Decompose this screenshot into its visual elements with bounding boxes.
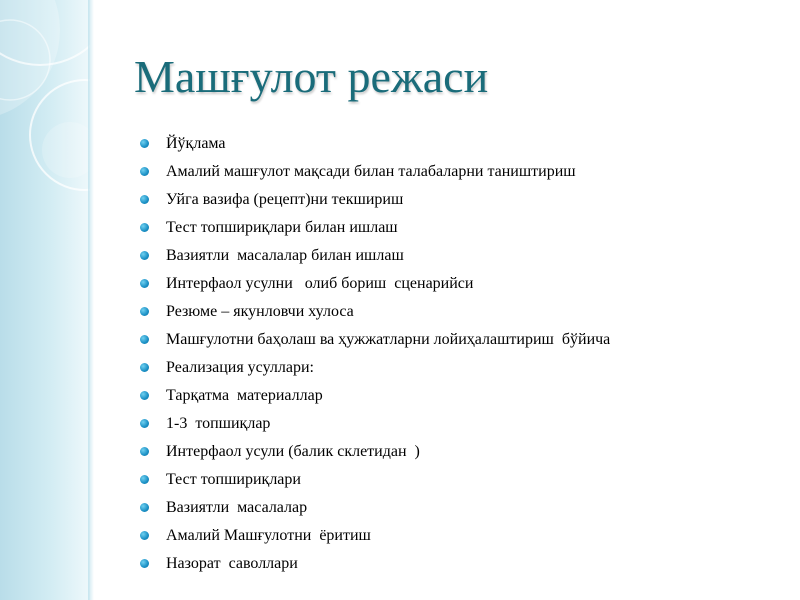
bullet-icon [140,363,149,372]
list-item [138,550,610,578]
list-item-text: Резюме – якунловчи хулоса [166,303,354,320]
list-item [138,298,610,326]
list-item-text: Амалий Машғулотни ёритиш [166,527,371,544]
list-item-text: Вазиятли масалалар [166,499,308,516]
bullet-icon [140,447,149,456]
list-item [138,326,610,354]
bullet-icon [140,139,149,148]
bullet-icon [140,251,149,260]
slide-title: Машғулот режаси [134,51,489,102]
list-item-text: Амалий машғулот мақсади билан талабаларни таништириш [166,163,576,180]
list-item [138,466,610,494]
bullet-icon [140,531,149,540]
list-item-text: Вазиятли масалалар билан ишлаш [166,247,404,264]
bullet-icon [140,307,149,316]
list-item [138,438,610,466]
list-item-text: Интерфаол усули (балик склетидан ) [166,443,420,460]
bullet-icon [140,419,149,428]
list-item [138,158,610,186]
list-item [138,522,610,550]
bullet-icon [140,559,149,568]
plan-list [138,130,610,578]
list-item-text: Назорат саволлари [166,555,298,572]
list-item [138,410,610,438]
bullet-icon [140,475,149,484]
list-item [138,214,610,242]
side-decoration [0,0,90,600]
list-item-text: Реализация усуллари: [166,359,314,376]
bullet-icon [140,223,149,232]
list-item-text: Тарқатма материаллар [166,387,323,404]
list-item-text: Йўқлама [166,135,226,152]
list-item-text: Тест топшириқлари билан ишлаш [166,219,398,236]
side-edge-shadow [88,0,94,600]
list-item [138,186,610,214]
list-item [138,494,610,522]
list-item [138,354,610,382]
list-item-text: Уйга вазифа (рецепт)ни текшириш [166,191,404,208]
bullet-icon [140,279,149,288]
list-item-text: 1-3 топшиқлар [166,415,271,432]
list-item-text: Интерфаол усулни олиб бориш сценарийси [166,275,474,292]
list-item [138,382,610,410]
list-item [138,270,610,298]
list-item [138,130,610,158]
decorative-circles [0,0,90,600]
list-item-text: Тест топшириқлари [166,471,301,488]
bullet-icon [140,335,149,344]
list-item-text: Машғулотни баҳолаш ва ҳужжатларни лойиҳалаштириш бўйича [166,331,611,348]
bullet-icon [140,195,149,204]
list-item [138,242,610,270]
bullet-icon [140,167,149,176]
bullet-icon [140,391,149,400]
bullet-icon [140,503,149,512]
